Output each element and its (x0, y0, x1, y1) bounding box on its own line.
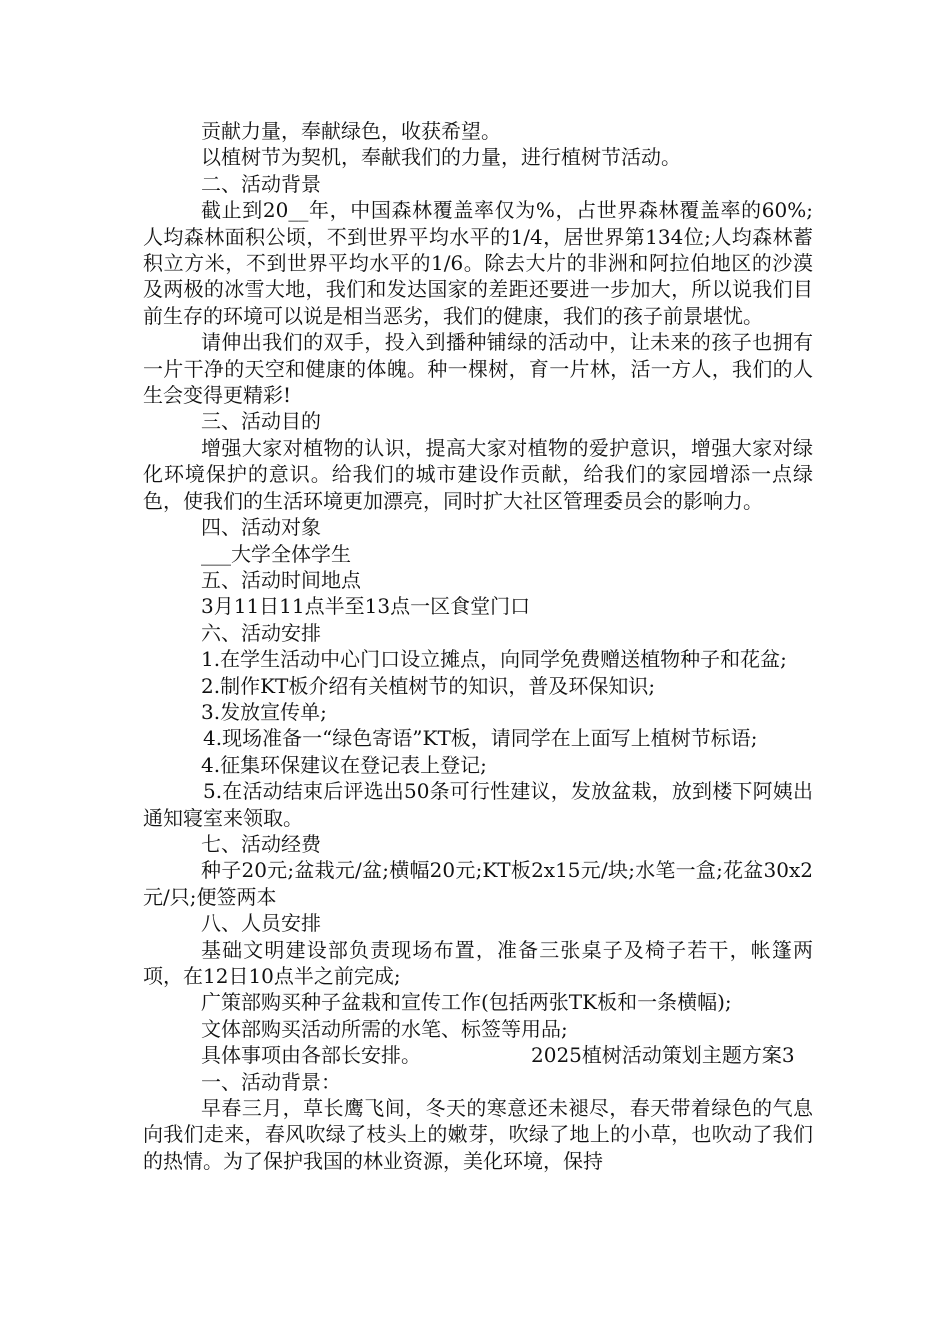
section-heading: 三、活动目的 (201, 409, 321, 434)
section-heading: 六、活动安排 (201, 620, 321, 645)
section-heading: 八、人员安排 (201, 911, 321, 936)
paragraph: ___大学全体学生 (201, 541, 351, 566)
paragraph: 请伸出我们的双手，投入到播种铺绿的活动中，让未来的孩子也拥有一片干净的天空和健康的体魄。种一棵树，育一片林，活一方人，我们的人生会变得更精彩! (143, 330, 813, 408)
list-item: 2.制作KT板介绍有关植树节的知识，普及环保知识; (201, 673, 656, 698)
paragraph: 早春三月，草长鹰飞间，冬天的寒意还未褪尽，春天带着绿色的气息向我们走来，春风吹绿了枝头上的嫩芽，吹绿了地上的小草，也吹动了我们的热情。为了保护我国的林业资源，美化环境，保持 (143, 1096, 813, 1173)
document-body (143, 118, 813, 1174)
paragraph: 增强大家对植物的认识，提高大家对植物的爱护意识，增强大家对绿化环境保护的意识。给我们的城市建设作贡献，给我们的家园增添一点绿色，使我们的生活环境更加漂亮，同时扩大社区管理委员会的影响力。 (143, 435, 813, 513)
paragraph: 3月11日11点半至13点一区食堂门口 (201, 594, 531, 619)
list-item: 4.征集环保建议在登记表上登记; (201, 752, 487, 777)
paragraph: 贡献力量，奉献绿色，收获希望。 (201, 119, 501, 143)
paragraph-text: 具体事项由各部长安排。 (201, 1043, 421, 1068)
section-heading: 四、活动对象 (201, 515, 321, 540)
paragraph: 以植树节为契机，奉献我们的力量，进行植树节活动。 (201, 145, 681, 170)
paragraph: 基础文明建设部负责现场布置，准备三张桌子及椅子若干，帐篷两项，在12日10点半之前完成; (143, 937, 813, 988)
paragraph: 截止到20__年，中国森林覆盖率仅为%，占世界森林覆盖率的60%;人均森林面积公顷，不到世界平均水平的1/4，居世界第134位;人均森林蓄积立方米，不到世界平均水平的1/6。除去大片的非洲和阿拉伯地区的沙漠及两极的冰雪大地，我们和发达国家的差距还要进一步加大，所以说我们目前生存的环境可以说是相当恶劣，我们的健康，我们的孩子前景堪忧。 (143, 198, 813, 328)
list-item: 5.在活动结束后评选出50条可行性建议，发放盆栽，放到楼下阿姨出通知寝室来领取。 (143, 779, 813, 830)
section-heading: 二、活动背景 (201, 171, 321, 196)
section-heading: 七、活动经费 (201, 831, 321, 856)
paragraph: 广策部购买种子盆栽和宣传工作(包括两张TK板和一条横幅); (201, 990, 732, 1015)
paragraph-with-heading (143, 1042, 813, 1068)
list-item: 1.在学生活动中心门口设立摊点，向同学免费赠送植物种子和花盆; (201, 647, 787, 672)
list-item: 4.现场准备一“绿色寄语”KT板，请同学在上面写上植树节标语; (203, 726, 758, 751)
inline-heading: 2025植树活动策划主题方案3 (531, 1043, 795, 1068)
section-heading: 五、活动时间地点 (201, 567, 361, 592)
paragraph: 种子20元;盆栽元/盆;横幅20元;KT板2x15元/块;水笔一盒;花盆30x2元/只;便签两本 (143, 858, 813, 909)
section-heading: 一、活动背景： (201, 1069, 341, 1094)
list-item: 3.发放宣传单; (201, 699, 327, 724)
paragraph: 文体部购买活动所需的水笔、标签等用品; (201, 1016, 568, 1041)
